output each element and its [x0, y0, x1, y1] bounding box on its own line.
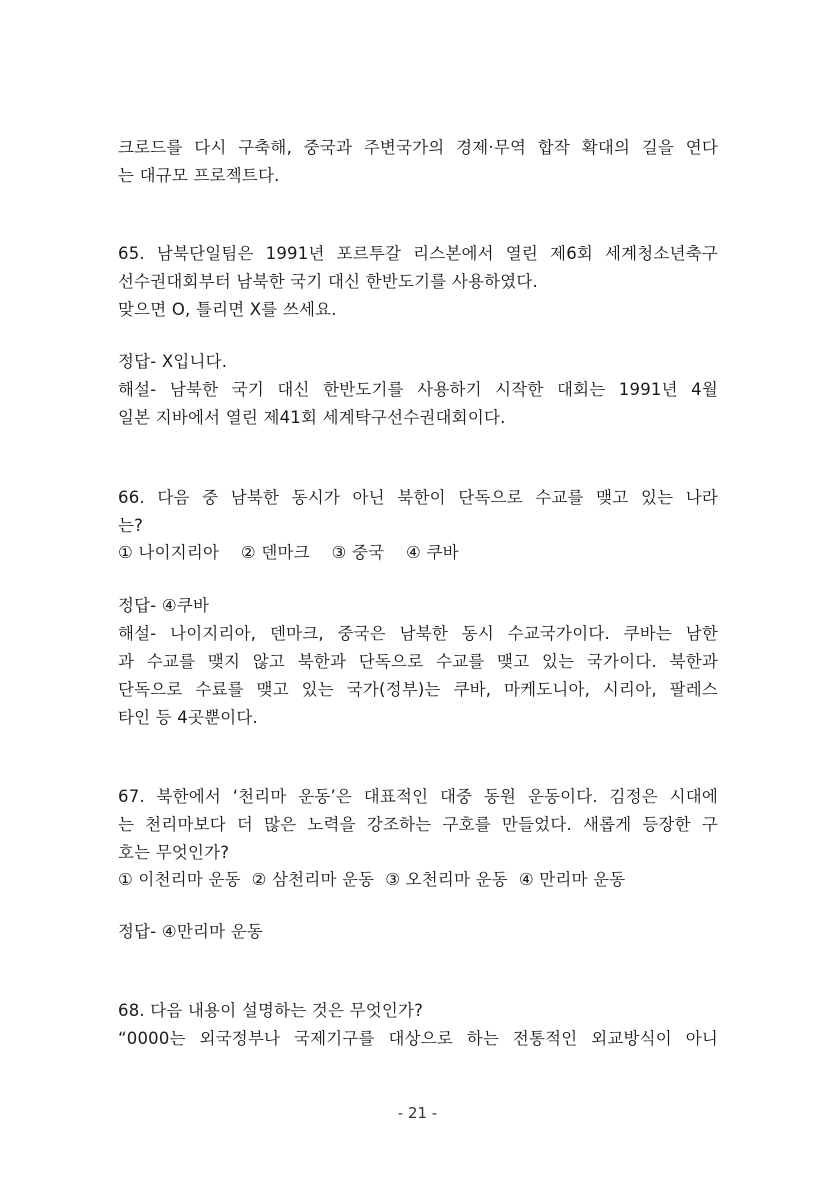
question-67: 67. 북한에서 ‘천리마 운동’은 대표적인 대중 동원 운동이다. 김정은 시대에	[118, 787, 718, 806]
question-65: 65. 남북단일팀은 1991년 포르투갈 리스본에서 열린 제6회 세계청소년축구	[118, 244, 718, 263]
text-line: 과 수교를 맺지 않고 북한과 단독으로 수교를 맺고 있는 국가이다. 북한과	[118, 652, 718, 671]
text-line: 단독으로 수료를 맺고 있는 국가(정부)는 쿠바, 마케도니아, 시리아, 팔레스	[118, 680, 718, 699]
text-line: 타인 등 4곳뿐이다.	[118, 708, 259, 727]
text-line: “0000는 외국정부나 국제기구를 대상으로 하는 전통적인 외교방식이 아니	[118, 1029, 718, 1048]
question-66: 66. 다음 중 남북한 동시가 아닌 북한이 단독으로 수교를 맺고 있는 나라	[118, 488, 718, 507]
text-line: 일본 지바에서 열린 제41회 세계탁구선수권대회이다.	[118, 408, 506, 427]
text-line: 크로드를 다시 구축해, 중국과 주변국가의 경제·무역 합작 확대의 길을 연다	[118, 138, 718, 157]
text-line: 는 천리마보다 더 많은 노력을 강조하는 구호를 만들었다. 새롭게 등장한 구	[118, 815, 718, 834]
text-line: 맞으면 O, 틀리면 X를 쓰세요.	[118, 300, 337, 319]
question-68: 68. 다음 내용이 설명하는 것은 무엇인가?	[118, 1001, 424, 1020]
text-line: 선수권대회부터 남북한 국기 대신 한반도기를 사용하였다.	[118, 272, 539, 291]
options-67: ① 이천리마 운동 ② 삼천리마 운동 ③ 오천리마 운동 ④ 만리마 운동	[118, 870, 626, 889]
answer-67: 정답- ④만리마 운동	[118, 922, 264, 941]
answer-66: 정답- ④쿠바	[118, 596, 210, 615]
page-number: - 21 -	[397, 1104, 438, 1122]
options-66: ① 나이지리아 ② 덴마크 ③ 중국 ④ 쿠바	[118, 543, 459, 562]
text-line: 는?	[118, 516, 144, 535]
text-line: 는 대규모 프로젝트다.	[118, 166, 280, 185]
text-line: 호는 무엇인가?	[118, 843, 230, 862]
explanation-66: 해설- 나이지리아, 덴마크, 중국은 남북한 동시 수교국가이다. 쿠바는 남한	[118, 624, 718, 643]
answer-65: 정답- X입니다.	[118, 352, 228, 371]
explanation-65: 해설- 남북한 국기 대신 한반도기를 사용하기 시작한 대회는 1991년 4월	[118, 380, 718, 399]
